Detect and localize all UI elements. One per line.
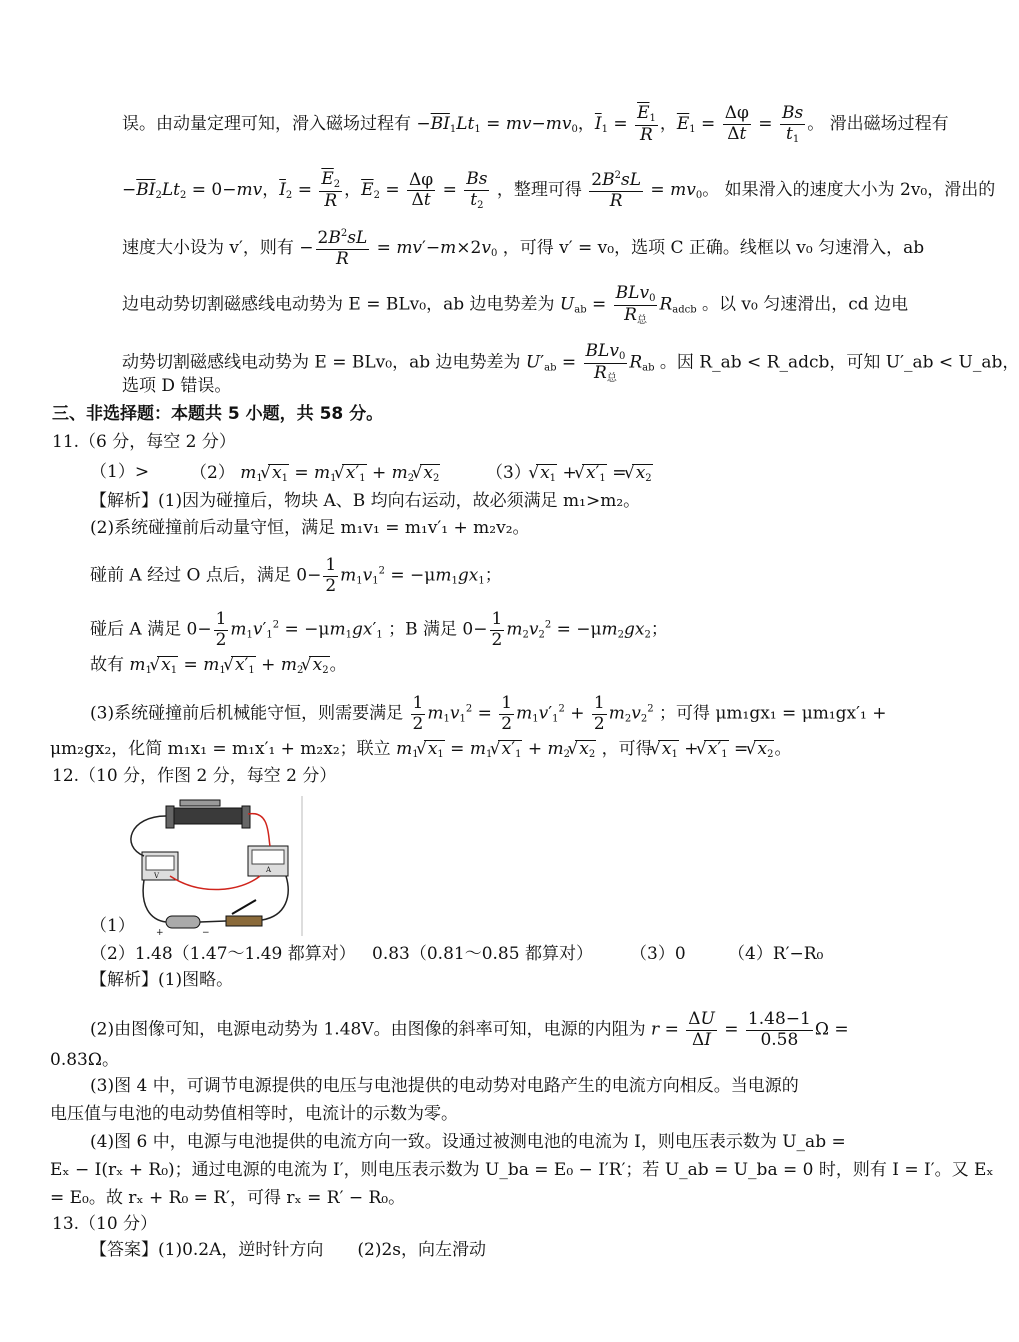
q12-ex3b: 电压值与电池的电动势值相等时，电流计的示数为零。 (50, 1104, 458, 1124)
sol10-line-4: 边电动势切割磁感线电动势为 E = BLv₀，ab 边电势差为 $U_{ab}$ = $\frac{BLv_0}{R_总}$ $R_{adcb}$ 。以 v₀ 匀速滑出，cd 边电 (122, 283, 909, 326)
q11-ex4: 碰后 A 满足 0− $\frac{1}{2}$ $m_1v'_1^2 = -\mu m_1gx'_1$ ；B 满足 0− $\frac{1}{2}$ $m_2v_2^2 = -\mu m_2gx_2$； (90, 609, 668, 650)
text: 故有 (90, 655, 124, 675)
q12-ans2: （2）1.48（1.47～1.49 都算对） (90, 944, 356, 964)
q12-ex2: (2)由图像可知，电源电动势为 1.48V。由图像的斜率可知，电源的内阻为 r = $\frac{\Delta U}{\Delta I}$ = $\frac{1.48-1}{0.58}$ Ω = (90, 1009, 849, 1050)
q11-header: 11.（6 分，每空 2 分） (52, 432, 236, 452)
text: ；B 满足 (388, 619, 458, 640)
text: 动势切割磁感线电动势为 E = BLv₀，ab 边电势差为 (122, 352, 521, 373)
text: 边电动势切割磁感线电动势为 E = BLv₀，ab 边电势差为 (122, 294, 555, 315)
text: 。因 R_ab < R_adcb，可知 U′_ab < U_ab， (659, 352, 1019, 373)
text: ，整理可得 (496, 180, 582, 201)
svg-text:−: − (202, 928, 210, 938)
text: 如果滑入的速度大小为 2v₀，滑出的 (724, 180, 996, 201)
q11-ex3: 碰前 A 经过 O 点后，满足 0− $\frac{1}{2}$ $m_1v_1^2 = -\mu m_1gx_1$； (90, 555, 502, 596)
q12-ex4a: (4)图 6 中，电源与电池提供的电流方向一致。设通过被测电池的电流为 I，则电压表示数为 U_ab = (90, 1132, 846, 1152)
q12-ex1: 【解析】(1)图略。 (90, 970, 234, 990)
text: 误。由动量定理可知，滑入磁场过程有 (122, 114, 411, 135)
circuit-figure (110, 796, 306, 936)
q12-ex3a: (3)图 4 中，可调节电源提供的电压与电池提供的电动势对电路产生的电流方向相反。当电源的 (90, 1076, 799, 1096)
q11-ans1: （1）> (90, 462, 150, 482)
svg-text:A: A (266, 866, 272, 874)
q12-ans3: （3）0 (630, 944, 686, 964)
sol10-line-6: 选项 D 错误。 (122, 376, 232, 396)
q12-header: 12.（10 分，作图 2 分，每空 2 分） (52, 766, 337, 786)
q11-ans3: （3） √ $x_1$ + √ $x'_1$ = √ $x_2$ (486, 464, 653, 484)
sol10-line-2: $-\overline{BI}_2Lt_2 = 0-mv$，$\overline{I}_2$ = $\frac{\overline{E}_2}{R}$ ，$\overline{E}_2$ = $\frac{\Delta\varphi}{\Delta t}$ = $\frac{Bs}{t_2}$ ，整理可得 $\frac{2B^2sL}{R}$ = $mv_0$。 如果滑入的速度大小为 2v₀，滑出的 (122, 169, 996, 211)
q11-ex6: (3)系统碰撞前后机械能守恒，则需要满足 $\frac{1}{2}$ $m_1v_1^2$ = $\frac{1}{2}$ $m_1v'_1^2$ + $\frac{1}{2}$ $m_2v_2^2$ ；可得 μm₁gx₁ = μm₁gx′₁ + (90, 693, 887, 734)
sol10-line-5: 动势切割磁感线电动势为 E = BLv₀，ab 边电势差为 $U'_{ab}$ = $\frac{BLv_0}{R_总}$ $R_{ab}$ 。因 R_ab < R_adcb，可知 U′_ab < U_ab， (122, 341, 1019, 384)
q12-ans4: （4）R′−R₀ (728, 944, 824, 964)
text: ；可得 μm₁gx₁ = μm₁gx′₁ + (658, 703, 887, 724)
q11-ex2: (2)系统碰撞前后动量守恒，满足 m₁v₁ = m₁v′₁ + m₂v₂。 (90, 518, 530, 538)
text: 速度大小设为 v′，则有 (122, 238, 294, 259)
q11-ex5: 故有 $m_1$ √ $x_1 = m_1$ √ $x'_1 + m_2$ √ $x_2$。 (90, 656, 347, 676)
text: (3)系统碰撞前后机械能守恒，则需要满足 (90, 703, 404, 724)
q13-header: 13.（10 分） (52, 1214, 158, 1234)
q11-ex7: μm₂gx₂，化简 m₁x₁ = m₁x′₁ + m₂x₂；联立 $m_1$ √ $x_1 = m_1$ √ $x'_1 + m_2$ √ $x_2$ ，可得 √ $x_1$ + √ $x'_1$ = √ $x_2$。 (50, 740, 791, 760)
text: (2)由图像可知，电源电动势为 1.48V。由图像的斜率可知，电源的内阻为 (90, 1019, 646, 1040)
q11-ans2: （2） $m_1$ √ $x_1 = m_1$ √ $x'_1 + m_2$ √ $x_2$ (190, 464, 440, 484)
q12-ex4b: Eₓ − I(rₓ + R₀)；通过电源的电流为 I′，则电压表示数为 U_ba = E₀ − I′R′；若 U_ab = U_ba = 0 时，则有 I = I′。又 Eₓ (50, 1160, 994, 1180)
text: μm₂gx₂，化简 m₁x₁ = m₁x′₁ + m₂x₂；联立 (50, 739, 391, 759)
text: 碰前 A 经过 O 点后，满足 (90, 565, 291, 586)
sol10-line-3: 速度大小设为 v′，则有 − $\frac{2B^2sL}{R}$ = $mv'-m\times 2v_0$ ，可得 v′ = v₀，选项 C 正确。线框以 v₀ 匀速滑入，ab (122, 228, 925, 269)
text: 碰后 A 满足 (90, 619, 182, 640)
text: 滑出磁场过程有 (829, 114, 949, 135)
text: ，可得 (601, 739, 653, 759)
text: ，可得 v′ = v₀，选项 C 正确。线框以 v₀ 匀速滑入，ab (502, 238, 925, 259)
text: （2） (190, 463, 235, 483)
q12-ex2b: 0.83Ω。 (50, 1050, 119, 1070)
text: （3） (486, 463, 531, 483)
svg-text:+: + (156, 928, 164, 938)
q12-ex4c: = E₀。故 rₓ + R₀ = R′，可得 rₓ = R′ − R₀。 (50, 1188, 406, 1208)
sol10-line-1: 误。由动量定理可知，滑入磁场过程有 $-\overline{BI}_1Lt_1 = mv-mv_0$，$\overline{I}_1$ = $\frac{\overline{E}_1}{R}$ ，$\overline{E}_1$ = $\frac{\Delta\varphi}{\Delta t}$ = $\frac{Bs}{t_1}$ 。 滑出磁场过程有 (122, 103, 949, 145)
q13-answer: 【答案】(1)0.2A，逆时针方向 (2)2s，向左滑动 (90, 1240, 487, 1260)
svg-text:V: V (154, 872, 160, 880)
section-title: 三、非选择题：本题共 5 小题，共 58 分。 (52, 404, 384, 424)
q12-fig-label: （1） (90, 916, 135, 936)
q11-ex1: 【解析】(1)因为碰撞后，物块 A、B 均向右运动，故必须满足 m₁>m₂。 (90, 491, 641, 511)
q12-ans2b: 0.83（0.81～0.85 都算对） (372, 944, 593, 964)
text: 。以 v₀ 匀速滑出，cd 边电 (702, 294, 909, 315)
